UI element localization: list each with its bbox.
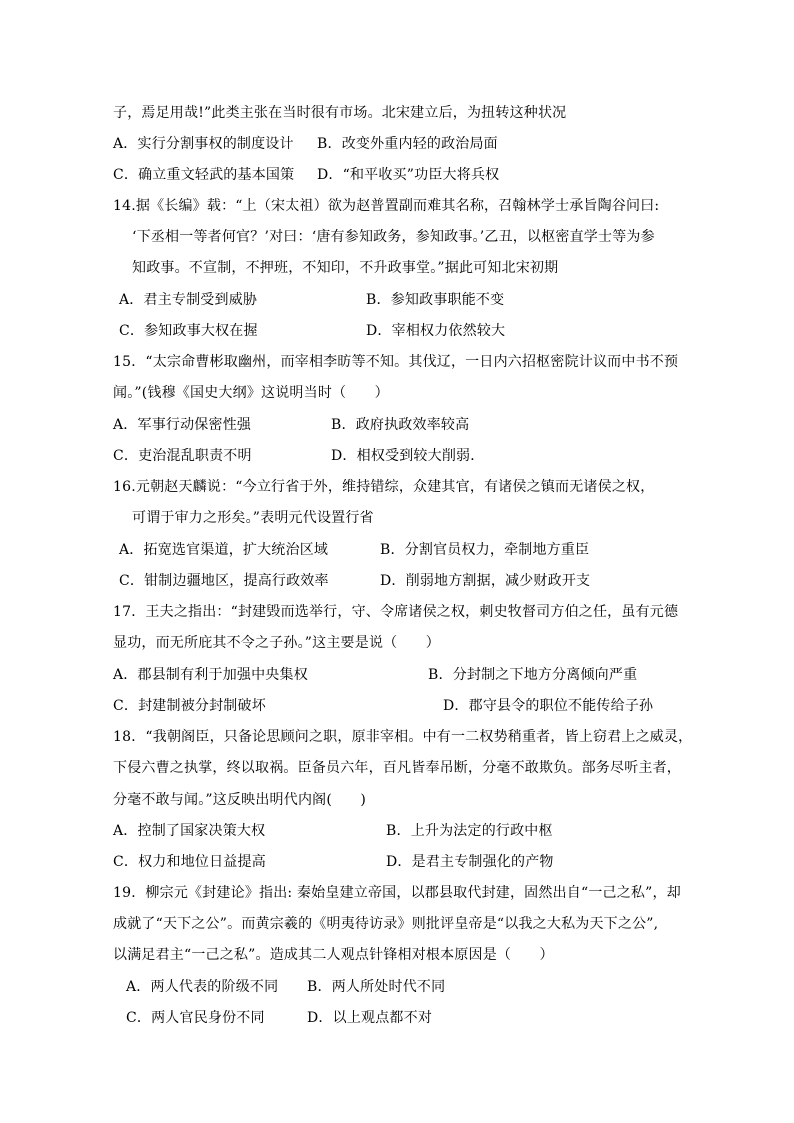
q14-stem-line-2: ‘下丞相一等者何官？’对曰：‘唐有参知政务，参知政事。’乙丑，以枢密直学士等为参 bbox=[132, 229, 655, 245]
q19-stem-line-2: 成就了“天下之公”。而黄宗羲的《明夷待访录》则批评皇帝是“以我之大私为天下之公”, bbox=[113, 916, 659, 932]
q19-stem-line-1: 19．柳宗元《封建论》指出: 秦始皇建立帝国，以郡县取代封建，固然出自“一己之私”，却 bbox=[113, 885, 681, 901]
q19-stem-line-3: 以满足君主“一己之私”。造成其二人观点针锋相对根本原因是（ ） bbox=[113, 947, 554, 963]
q19-option-b: B．两人所处时代不同 bbox=[307, 979, 446, 995]
q18-stem-line-2: 下侵六曹之执掌，终以取祸。臣备员六年，百凡皆奉吊断，分毫不敢欺负。部务尽听主者， bbox=[113, 760, 681, 776]
q13-option-c: C．确立重文轻武的基本国策 bbox=[113, 167, 295, 183]
q16-stem-line-1: 16.元朝赵天麟说：“今立行省于外，维持错综，众建其官，有诸侯之镇而无诸侯之权， bbox=[113, 479, 655, 495]
q18-option-d: D．是君主专制强化的产物 bbox=[386, 854, 554, 870]
q15-option-b: B．政府执政效率较高 bbox=[331, 417, 470, 433]
q13-option-b: B．改变外重内轻的政治局面 bbox=[317, 136, 498, 152]
q19-option-a: A．两人代表的阶级不同 bbox=[126, 979, 279, 995]
q17-option-a: A．郡县制有利于加强中央集权 bbox=[113, 667, 308, 683]
q14-stem-line-1: 14.据《长编》载：“上（宋太祖）欲为赵普置副而难其名称，召翰林学士承旨陶谷问曰: bbox=[113, 198, 660, 214]
q18-stem-line-1: 18．“我朝阁臣，只备论思顾问之职，原非宰相。中有一二权势稍重者，皆上窃君上之威灵， bbox=[113, 729, 693, 745]
q18-stem-line-3: 分毫不敢与闻。”这反映出明代内阁( ) bbox=[113, 792, 367, 808]
q14-option-a: A．君主专制受到威胁 bbox=[119, 292, 258, 308]
q15-stem-line-2: 闻。”(钱穆《国史大纲》这说明当时（ ） bbox=[113, 385, 389, 401]
q18-option-b: B．上升为法定的行政中枢 bbox=[386, 823, 553, 839]
q15-option-a: A．军事行动保密性强 bbox=[113, 417, 252, 433]
q14-option-c: C．参知政事大权在握 bbox=[119, 323, 258, 339]
q16-option-b: B．分割官员权力，牵制地方重臣 bbox=[380, 542, 590, 558]
q14-stem-line-3: 知政事。不宣制，不押班，不知印，不升政事堂。”据此可知北宋初期 bbox=[132, 260, 559, 276]
q15-option-c: C．吏治混乱职责不明 bbox=[113, 448, 252, 464]
q19-option-d: D．以上观点都不对 bbox=[307, 1010, 433, 1026]
q16-stem-line-2: 可谓于审力之形矣。”表明元代设置行省 bbox=[132, 510, 374, 526]
q17-stem-line-2: 显功，而无所庇其不令之子孙。”这主要是说（ ） bbox=[113, 635, 440, 651]
q16-option-a: A．拓宽选官渠道，扩大统治区域 bbox=[119, 542, 329, 558]
q16-option-d: D．削弱地方割据，减少财政开支 bbox=[380, 573, 591, 589]
q14-option-b: B．参知政事职能不变 bbox=[366, 292, 505, 308]
q19-option-c: C．两人官民身份不同 bbox=[126, 1010, 265, 1026]
q18-option-a: A．控制了国家决策大权 bbox=[113, 823, 266, 839]
q13-stem-line: 子，焉足用哉!”此类主张在当时很有市场。北宋建立后，为扭转这种状况 bbox=[113, 105, 567, 121]
q13-option-a: A．实行分割事权的制度设计 bbox=[113, 136, 294, 152]
q15-option-d: D．相权受到较大削弱． bbox=[331, 448, 485, 464]
q14-option-d: D．宰相权力依然较大 bbox=[366, 323, 506, 339]
q17-stem-line-1: 17．王夫之指出：“封建毁而选举行，守、令席诸侯之权，刺史牧督司方伯之任，虽有元德 bbox=[113, 604, 679, 620]
q15-stem-line-1: 15．“太宗命曹彬取幽州，而宰相李昉等不知。其伐辽，一日内六招枢密院计议而中书不预 bbox=[113, 354, 679, 370]
q17-option-c: C．封建制被分封制破坏 bbox=[113, 698, 266, 714]
q17-option-b: B．分封制之下地方分离倾向严重 bbox=[428, 667, 638, 683]
q17-option-d: D．郡守县令的职位不能传给子孙 bbox=[443, 698, 654, 714]
q13-option-d: D．“和平收买”功臣大将兵权 bbox=[317, 167, 500, 183]
q16-option-c: C．钳制边疆地区，提高行政效率 bbox=[119, 573, 329, 589]
q18-option-c: C．权力和地位日益提高 bbox=[113, 854, 266, 870]
